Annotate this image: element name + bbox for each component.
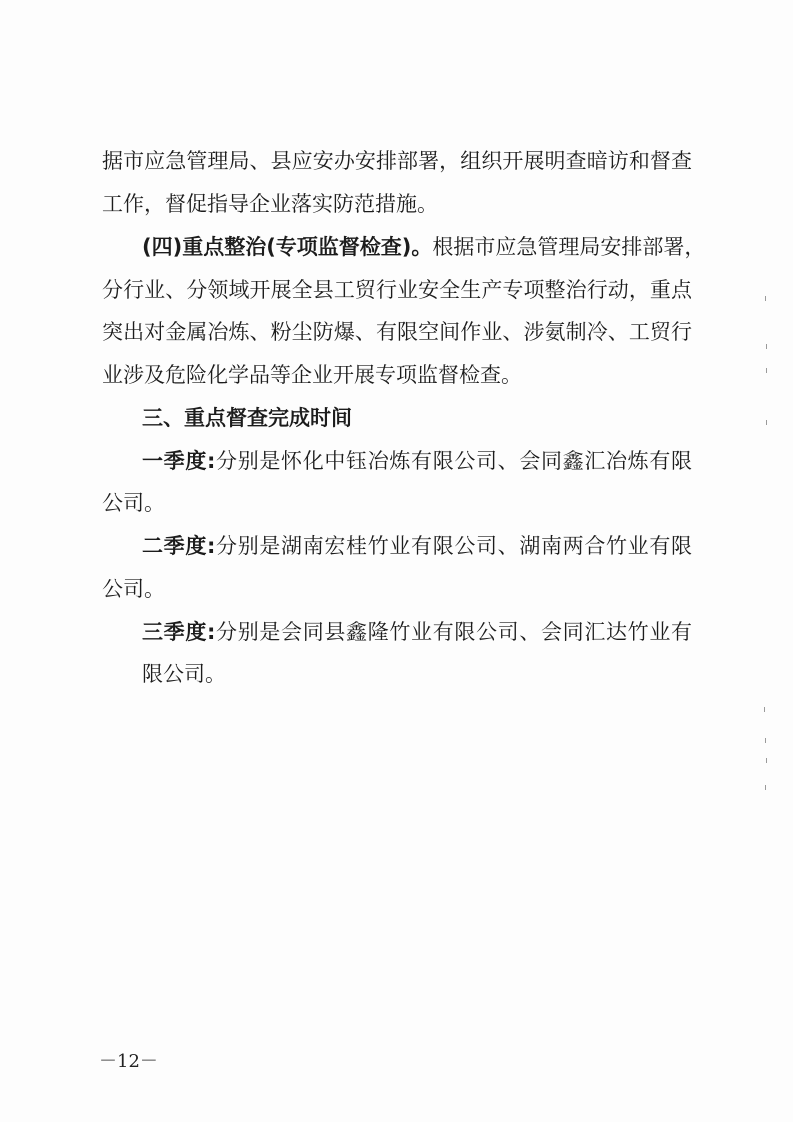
scan-mark bbox=[764, 707, 765, 712]
paragraph-4-line-1 bbox=[142, 235, 706, 259]
section-3-heading: 三、重点督查完成时间 bbox=[142, 406, 352, 430]
scan-mark bbox=[766, 420, 767, 425]
paragraph-3-line-2: 工作，督促指导企业落实防范措施。 bbox=[102, 192, 438, 216]
quarter-2-text: 分别是湖南宏桂竹业有限公司、湖南两合竹业有限 bbox=[215, 534, 692, 558]
paragraph-3-line-1: 据市应急管理局、县应安办安排部署，组织开展明查暗访和督查 bbox=[102, 149, 692, 173]
scan-mark bbox=[766, 344, 767, 349]
scan-mark bbox=[765, 738, 766, 743]
quarter-2-label: 二季度: bbox=[142, 534, 216, 558]
paragraph-4-line-3: 突出对金属冶炼、粉尘防爆、有限空间作业、涉氨制冷、工贸行 bbox=[102, 320, 692, 344]
quarter-1-line-1 bbox=[142, 451, 692, 472]
quarter-3-line-2: 限公司。 bbox=[142, 662, 226, 686]
paragraph-4-line-2: 分行业、分领域开展全县工贸行业安全生产专项整治行动，重点 bbox=[102, 278, 692, 302]
quarter-1-line-2: 公司。 bbox=[102, 491, 165, 515]
quarter-1-text: 分别是怀化中钰冶炼有限公司、会同鑫汇冶炼有限 bbox=[215, 449, 692, 473]
paragraph-4-line-4: 业涉及危险化学品等企业开展专项监督检查。 bbox=[102, 363, 522, 387]
quarter-3-line-1 bbox=[142, 622, 692, 643]
scan-mark bbox=[766, 758, 767, 763]
quarter-1-label: 一季度: bbox=[142, 449, 216, 473]
page-number: －12－ bbox=[99, 1051, 158, 1072]
paragraph-4-heading: (四)重点整治(专项监督检查)。 bbox=[142, 235, 433, 259]
quarter-2-line-2: 公司。 bbox=[102, 577, 165, 601]
quarter-2-line-1 bbox=[142, 536, 692, 557]
quarter-3-label: 三季度: bbox=[142, 620, 216, 644]
scan-mark bbox=[765, 785, 766, 790]
scan-mark bbox=[765, 296, 766, 301]
quarter-3-text: 分别是会同县鑫隆竹业有限公司、会同汇达竹业有 bbox=[215, 620, 692, 644]
paragraph-4-line-1-text: 根据市应急管理局安排部署， bbox=[432, 235, 706, 259]
scan-mark bbox=[766, 368, 767, 373]
